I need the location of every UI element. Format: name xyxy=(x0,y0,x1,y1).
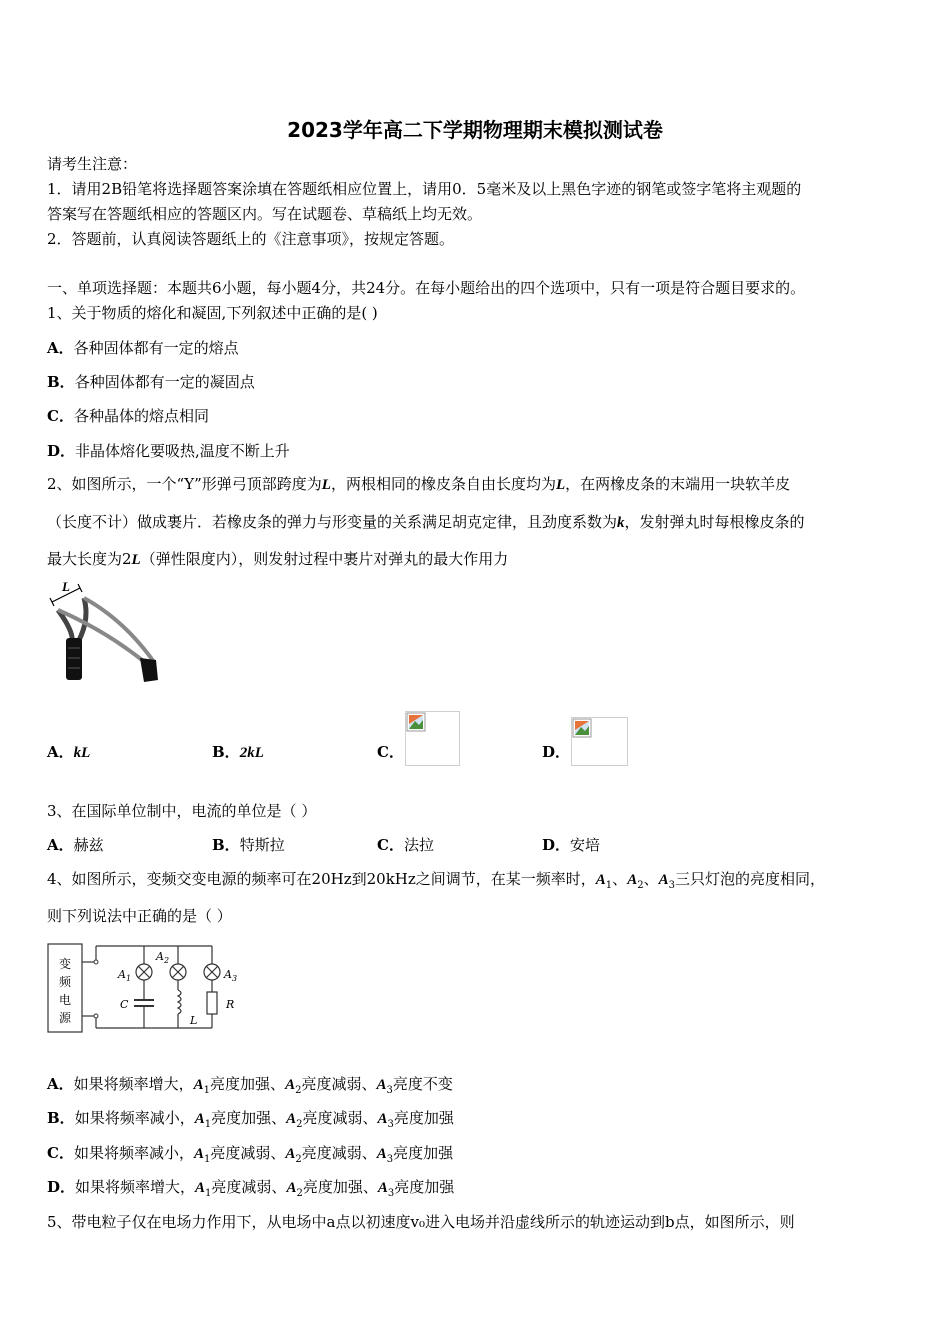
lamp-subscript: 3 xyxy=(668,880,675,891)
q1-option-c xyxy=(47,405,209,426)
q4-text: 4、如图所示，变频交变电源的频率可在20Hz到20kHz之间调节，在某一频率时， xyxy=(47,870,596,888)
option-label: B． xyxy=(212,836,240,854)
option-label: A． xyxy=(47,836,74,854)
lamp-name: A xyxy=(193,1077,204,1093)
figure-label-L: L xyxy=(62,580,70,594)
option-text: 亮度减弱、 xyxy=(301,1144,377,1162)
q1-option-b xyxy=(47,371,255,392)
lamp-subscript: 1 xyxy=(605,880,613,891)
lamp-subscript: 1 xyxy=(205,1188,212,1199)
var-L: L xyxy=(321,477,331,493)
lamp-subscript: 3 xyxy=(387,1119,394,1130)
lamp-name: A xyxy=(194,1111,205,1127)
q2-text: （长度不计）做成裹片．若橡皮条的弹力与形变量的关系满足胡克定律，且劲度系数为 xyxy=(47,513,618,531)
q2-option-a xyxy=(47,741,90,762)
q2-option-b xyxy=(212,741,264,762)
option-text: 亮度加强 xyxy=(393,1109,454,1127)
source-label: 变 频 电 源 xyxy=(59,957,72,1025)
label-a1: $A_1$ xyxy=(118,968,132,983)
broken-image-placeholder xyxy=(571,717,628,766)
lamp-name: A xyxy=(195,1180,206,1196)
q3-option-b xyxy=(212,834,285,855)
option-text: 如果将频率增大， xyxy=(75,1178,196,1196)
lamp-name: A xyxy=(627,872,638,888)
lamp-name: A xyxy=(376,1146,387,1162)
lamp-subscript: 3 xyxy=(386,1154,394,1165)
option-label: A． xyxy=(47,339,74,357)
q4-option-b xyxy=(47,1107,454,1130)
option-label: D． xyxy=(47,442,76,460)
q2-option-d xyxy=(542,741,570,762)
lamp-name: A xyxy=(285,1077,296,1093)
option-label: B． xyxy=(47,373,75,391)
option-label: B． xyxy=(212,743,240,761)
q5-stem: 5、带电粒子仅在电场力作用下，从电场中a点以初速度v₀进入电场并沿虚线所示的轨迹运动到b点，如图所示，则 xyxy=(47,1213,795,1231)
option-text: 非晶体熔化要吸热,温度不断上升 xyxy=(75,442,290,460)
option-text: 如果将频率减小， xyxy=(74,1109,195,1127)
notice-item-1-line-2: 答案写在答题纸相应的答题区内。写在试题卷、草稿纸上均无效。 xyxy=(47,205,483,223)
q3-option-d xyxy=(542,834,600,855)
q2-text: 最大长度为2 xyxy=(47,550,132,568)
q4-line-2: 则下列说法中正确的是（ ） xyxy=(47,907,232,925)
option-text: 亮度加强 xyxy=(394,1178,455,1196)
option-text: 赫兹 xyxy=(73,836,104,854)
q3-stem: 3、在国际单位制中，电流的单位是（ ） xyxy=(47,802,317,820)
q1-stem: 1、关于物质的熔化和凝固,下列叙述中正确的是( ) xyxy=(47,304,378,322)
lamp-name: A xyxy=(376,1077,387,1093)
pouch xyxy=(140,658,158,682)
q3-option-c xyxy=(377,834,434,855)
label-a2: $A_2$ xyxy=(156,950,170,965)
q2-text: ，在两橡皮条的末端用一块软羊皮 xyxy=(565,475,791,493)
inductor-coil xyxy=(178,990,181,1014)
lamp-name: A xyxy=(658,872,669,888)
option-text: 安培 xyxy=(570,836,601,854)
q3-option-a xyxy=(47,834,104,855)
broken-image-icon xyxy=(406,712,426,732)
option-text: 亮度加强、 xyxy=(210,1075,286,1093)
option-text: 亮度加强 xyxy=(393,1144,454,1162)
q1-option-d xyxy=(47,440,290,461)
lamp-name: A xyxy=(286,1180,297,1196)
option-text: 各种固体都有一定的熔点 xyxy=(73,339,239,357)
q2-text: ，发射弹丸时每根橡皮条的 xyxy=(624,513,805,531)
label-l: L xyxy=(190,1014,198,1027)
q2-line-2 xyxy=(47,511,805,532)
option-label: C． xyxy=(47,1144,74,1162)
q4-option-d xyxy=(47,1176,454,1199)
option-label: D． xyxy=(542,836,571,854)
lamp-subscript: 1 xyxy=(204,1119,212,1130)
option-text: 亮度减弱、 xyxy=(301,1075,377,1093)
lamp-name: A xyxy=(285,1146,296,1162)
slingshot-figure xyxy=(44,580,164,690)
var-k: k xyxy=(617,515,625,531)
q2-text: （弹性限度内），则发射过程中裹片对弹丸的最大作用力 xyxy=(140,550,509,568)
option-text: 如果将频率减小， xyxy=(73,1144,194,1162)
label-r: R xyxy=(226,998,235,1011)
q1-option-a xyxy=(47,337,239,358)
broken-image-placeholder xyxy=(405,711,460,766)
option-label: D． xyxy=(47,1178,76,1196)
lamp-name: A xyxy=(193,1146,204,1162)
q4-text: 三只灯泡的亮度相同， xyxy=(674,870,825,888)
q4-option-c xyxy=(47,1142,453,1165)
option-label: B． xyxy=(47,1109,75,1127)
option-text: 亮度加强、 xyxy=(302,1178,378,1196)
option-text: 各种晶体的熔点相同 xyxy=(73,407,209,425)
q2-option-c xyxy=(377,741,404,762)
option-text: kL xyxy=(73,745,91,761)
option-label: C． xyxy=(377,836,404,854)
lamp-name: A xyxy=(377,1111,388,1127)
option-label: A． xyxy=(47,1075,74,1093)
notice-item-2: 2．答题前，认真阅读答题纸上的《注意事项》，按规定答题。 xyxy=(47,230,455,248)
lamp-subscript: 2 xyxy=(295,1085,302,1096)
option-label: D． xyxy=(542,743,571,761)
option-text: 特斯拉 xyxy=(239,836,285,854)
lamp-name: A xyxy=(595,872,606,888)
broken-image-icon xyxy=(572,718,592,738)
option-text: 亮度不变 xyxy=(392,1075,453,1093)
option-text: 亮度减弱、 xyxy=(302,1109,378,1127)
lamp-subscript: 3 xyxy=(386,1085,393,1096)
lamp-subscript: 2 xyxy=(296,1119,303,1130)
span-tick xyxy=(78,584,82,592)
notice-heading: 请考生注意： xyxy=(47,155,138,173)
option-text: 2kL xyxy=(239,745,264,761)
q4-option-a xyxy=(47,1073,453,1096)
option-label: C． xyxy=(47,407,74,425)
lamp-subscript: 1 xyxy=(203,1154,211,1165)
q4-line-1 xyxy=(47,868,825,891)
q2-text: 2、如图所示，一个“Y”形弹弓顶部跨度为 xyxy=(47,475,322,493)
q2-text: ，两根相同的橡皮条自由长度均为 xyxy=(330,475,556,493)
q2-line-3 xyxy=(47,548,508,569)
section-heading: 一、单项选择题：本题共6小题，每小题4分，共24分。在每小题给出的四个选项中，只有一项是符合题目要求的。 xyxy=(47,279,806,297)
var-L: L xyxy=(131,552,141,568)
option-text: 各种固体都有一定的凝固点 xyxy=(74,373,255,391)
circuit-figure xyxy=(44,938,254,1038)
separator: 、 xyxy=(643,870,659,888)
page-title: 2023学年高二下学期物理期末模拟测试卷 xyxy=(287,118,663,142)
lamp-subscript: 2 xyxy=(296,1188,303,1199)
option-text: 如果将频率增大， xyxy=(73,1075,194,1093)
option-text: 亮度减弱、 xyxy=(210,1144,286,1162)
option-label: C． xyxy=(377,743,404,761)
lamp-name: A xyxy=(377,1180,388,1196)
option-text: 亮度加强、 xyxy=(211,1109,287,1127)
separator: 、 xyxy=(612,870,628,888)
lamp-subscript: 2 xyxy=(295,1154,302,1165)
q2-line-1 xyxy=(47,473,790,494)
option-label: A． xyxy=(47,743,74,761)
handle xyxy=(66,638,82,680)
span-tick xyxy=(50,598,54,606)
option-text: 法拉 xyxy=(403,836,434,854)
label-c: C xyxy=(120,998,129,1011)
lamp-name: A xyxy=(286,1111,297,1127)
lamp-subscript: 3 xyxy=(387,1188,395,1199)
var-L: L xyxy=(555,477,566,493)
resistor xyxy=(207,992,217,1014)
label-a3: $A_3$ xyxy=(224,968,238,983)
lamp-subscript: 2 xyxy=(637,880,644,891)
notice-item-1-line-1: 1．请用2B铅笔将选择题答案涂填在答题纸相应位置上，请用0．5毫米及以上黑色字迹的钢笔或签字笔将主观题的 xyxy=(47,180,802,198)
option-text: 亮度减弱、 xyxy=(211,1178,287,1196)
lamp-subscript: 1 xyxy=(203,1085,211,1096)
